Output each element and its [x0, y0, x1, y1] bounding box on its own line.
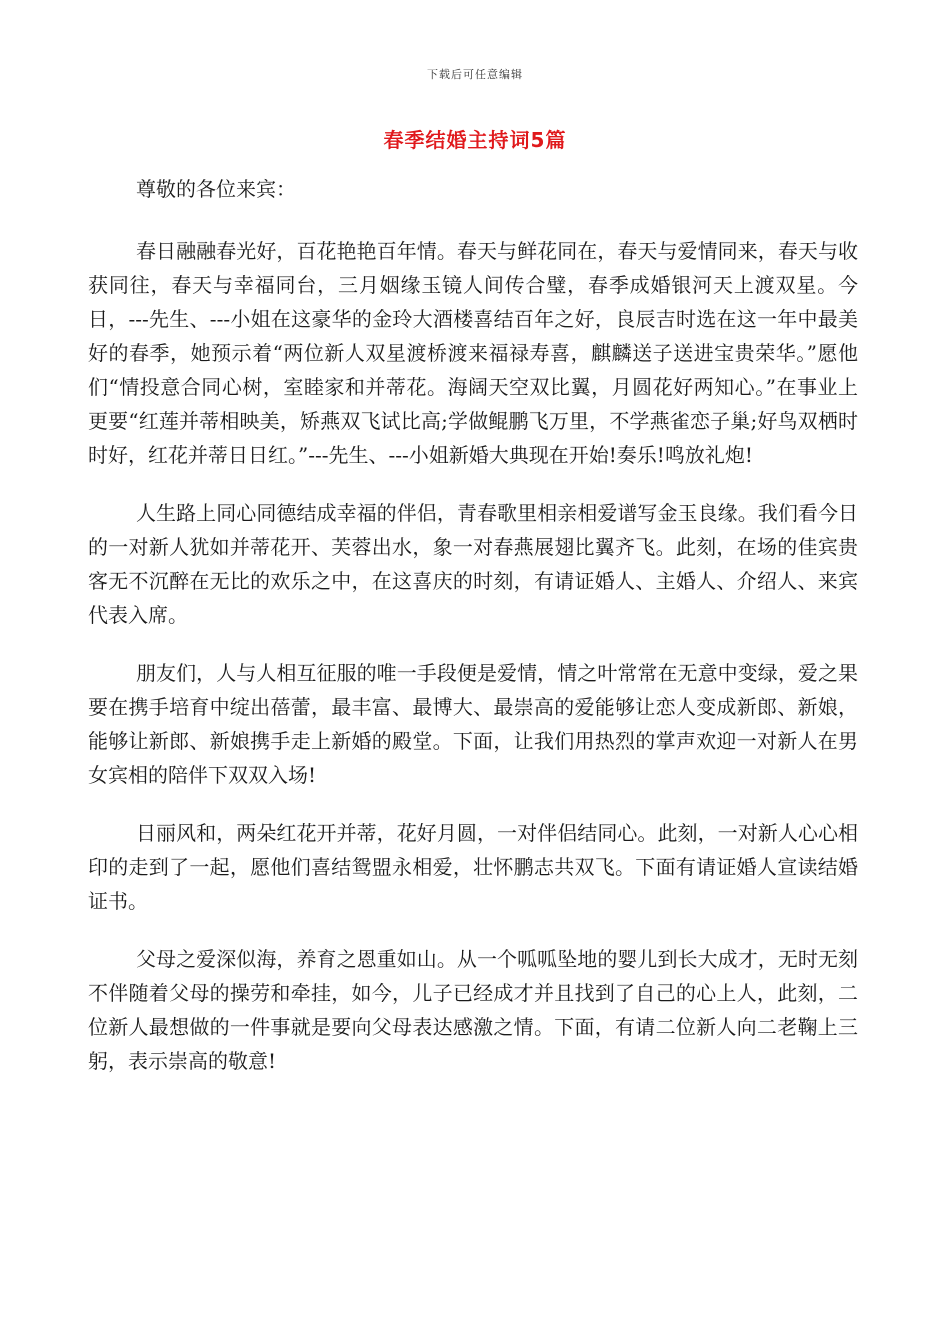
document-body — [88, 172, 858, 1078]
paragraph: 父母之爱深似海，养育之恩重如山。从一个呱呱坠地的婴儿到长大成才，无时无刻不伴随着父母的操劳和牵挂，如今，儿子已经成才并且找到了自己的心上人，此刻，二位新人最想做的一件事就是要向父母表达感激之情。下面，有请二位新人向二老鞠上三躬，表示崇高的敬意! — [88, 947, 858, 1073]
paragraph: 春日融融春光好，百花艳艳百年情。春天与鲜花同在，春天与爱情同来，春天与收获同往，春天与幸福同台，三月姻缘玉镜人间传合璧，春季成婚银河天上渡双星。今日，---先生、---小姐在这豪华的金玲大酒楼喜结百年之好，良辰吉时选在这一年中最美好的春季，她预示着“两位新人双星渡桥渡来福禄寿喜，麒麟送子送进宝贵荣华。”愿他们“情投意合同心树，室睦家和并蒂花。海阔天空双比翼，月圆花好两知心。”在事业上更要“红莲并蒂相映美，矫燕双飞试比高;学做鲲鹏飞万里，不学燕雀恋子巢;好鸟双栖时时好，红花并蒂日日红。”---先生、---小姐新婚大典现在开始!奏乐!鸣放礼炮! — [88, 239, 858, 467]
paragraph: 日丽风和，两朵红花开并蒂，花好月圆，一对伴侣结同心。此刻，一对新人心心相印的走到了一起，愿他们喜结鸳盟永相爱，壮怀鹏志共双飞。下面有请证婚人宣读结婚证书。 — [88, 821, 858, 913]
header-note: 下载后可任意编辑 — [427, 68, 523, 81]
paragraph: 朋友们，人与人相互征服的唯一手段便是爱情，情之叶常常在无意中变绿，爱之果要在携手培育中绽出蓓蕾，最丰富、最博大、最崇高的爱能够让恋人变成新郎、新娘，能够让新郎、新娘携手走上新婚的殿堂。下面，让我们用热烈的掌声欢迎一对新人在男女宾相的陪伴下双双入场! — [88, 661, 858, 787]
salutation: 尊敬的各位来宾： — [136, 177, 296, 201]
paragraph: 人生路上同心同德结成幸福的伴侣，青春歌里相亲相爱谱写金玉良缘。我们看今日的一对新人犹如并蒂花开、芙蓉出水，象一对春燕展翅比翼齐飞。此刻，在场的佳宾贵客无不沉醉在无比的欢乐之中，在这喜庆的时刻，有请证婚人、主婚人、介绍人、来宾代表入席。 — [88, 501, 858, 627]
document-title: 春季结婚主持词5篇 — [383, 128, 567, 152]
